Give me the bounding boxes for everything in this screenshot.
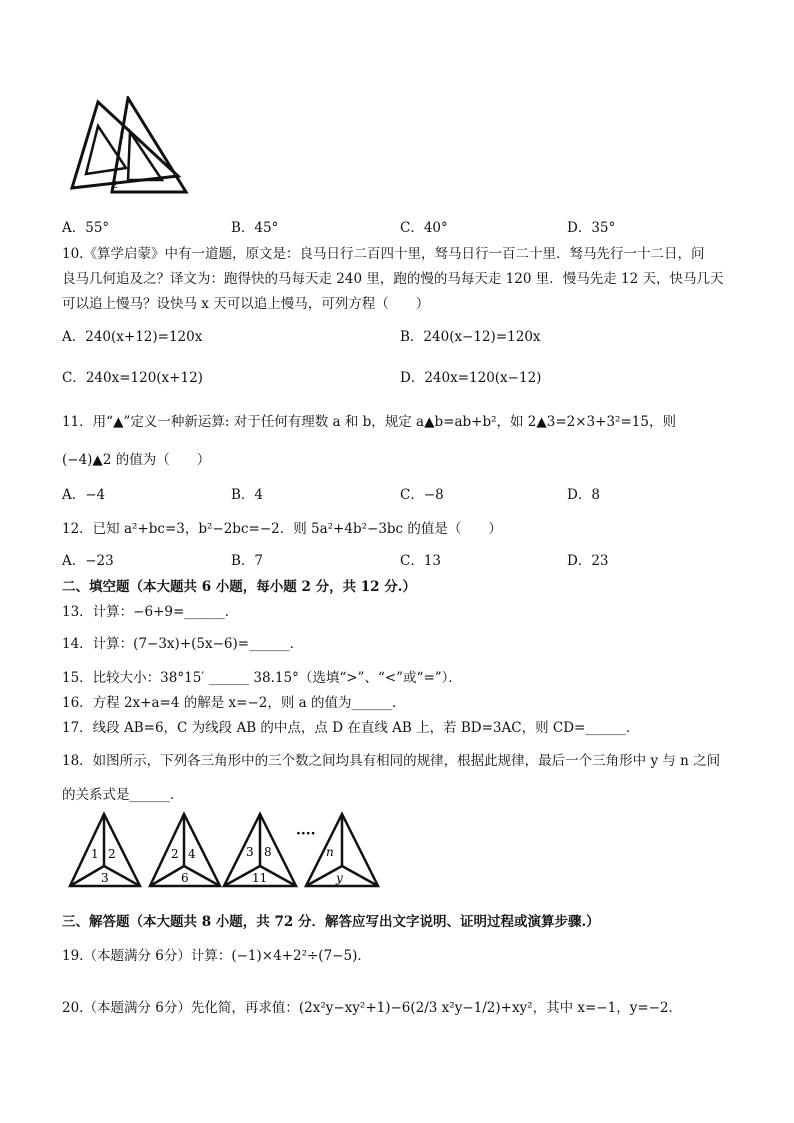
q17: 17．线段 AB=6，C 为线段 AB 的中点，点 D 在直线 AB 上，若 BD=3AC，则 CD=______． [62, 720, 640, 736]
t2-num-3: 6 [181, 871, 189, 885]
q10-line-3: 可以追上慢马？设快马 x 天可以追上慢马，可列方程（ ） [62, 296, 430, 312]
q9-option-b[interactable]: B．45° [231, 220, 279, 236]
t3-num-3: 11 [252, 871, 268, 885]
angle-1-label: 1 [119, 129, 125, 141]
triangle-pattern-figure [64, 810, 382, 892]
q12-option-c[interactable]: C．13 [400, 553, 442, 569]
q10-option-b[interactable]: B．240(x−12)=120x [400, 329, 541, 345]
q12-option-d[interactable]: D．23 [567, 553, 609, 569]
t2-num-2: 4 [188, 847, 196, 861]
q9-option-c[interactable]: C．40° [400, 220, 448, 236]
angle-2-label: 2 [112, 179, 118, 191]
q12-line-1: 12．已知 a²+bc=3，b²−2bc=−2．则 5a²+4b²−3bc 的值是（ ） [62, 521, 502, 537]
q19: 19.（本题满分 6分）计算：(−1)×4+2²÷(7−5)． [62, 948, 371, 964]
q14: 14．计算：(7−3x)+(5x−6)=______． [62, 636, 304, 652]
t3-num-1: 3 [246, 845, 254, 859]
q9-option-a[interactable]: A．55° [62, 220, 110, 236]
q10-line-2: 良马几何追及之？译文为：跑得快的马每天走 240 里，跑的慢的马每天走 120 里．慢马先走 12 天，快马几天 [62, 271, 724, 287]
q11-option-d[interactable]: D．8 [567, 487, 600, 503]
q18-line-2: 的关系式是______． [62, 787, 184, 803]
q11-option-b[interactable]: B．4 [231, 487, 264, 503]
q11-line-1: 11．用“▲”定义一种新运算: 对于任何有理数 a 和 b，规定 a▲b=ab+b²，如 2▲3=2×3+3²=15，则 [62, 414, 676, 430]
q20: 20.（本题满分 6分）先化简，再求值：(2x²y−xy²+1)−6(2/3 x²y−1/2)+xy²，其中 x=−1，y=−2． [62, 1000, 683, 1016]
t1-num-2: 2 [108, 847, 116, 861]
section-2-heading: 二、填空题（本大题共 6 小题，每小题 2 分，共 12 分.） [62, 579, 416, 595]
q10-option-c[interactable]: C．240x=120(x+12) [62, 370, 203, 386]
q12-option-b[interactable]: B．7 [231, 553, 264, 569]
q11-option-a[interactable]: A．−4 [62, 487, 106, 503]
q11-option-c[interactable]: C．−8 [400, 487, 444, 503]
t4-n: n [326, 845, 334, 859]
q18-line-1: 18．如图所示，下列各三角形中的三个数之间均具有相同的规律，根据此规律，最后一个三角形中 y 与 n 之间 [62, 753, 721, 769]
t4-y: y [336, 871, 343, 885]
q15: 15．比较大小：38°15′ ______ 38.15°（选填“>”、“<”或“=”）． [62, 670, 462, 686]
t1-num-3: 3 [101, 871, 109, 885]
section-3-heading: 三、解答题（本大题共 8 小题，共 72 分．解答应写出文字说明、证明过程或演算步骤.） [62, 914, 600, 930]
t1-num-1: 1 [91, 847, 99, 861]
set-squares-figure [68, 96, 193, 196]
q12-option-a[interactable]: A．−23 [62, 553, 114, 569]
t2-num-1: 2 [171, 847, 179, 861]
q10-option-a[interactable]: A．240(x+12)=120x [62, 329, 203, 345]
q16: 16．方程 2x+a=4 的解是 x=−2，则 a 的值为______． [62, 695, 406, 711]
q13: 13．计算：−6+9=______． [62, 604, 239, 620]
q10-option-d[interactable]: D．240x=120(x−12) [400, 370, 542, 386]
t3-num-2: 8 [264, 845, 272, 859]
q10-line-1: 10.《算学启蒙》中有一道题，原文是：良马日行二百四十里，驽马日行一百二十里．驽马先行一十二日，问 [62, 246, 705, 262]
q11-line-2: (−4)▲2 的值为（ ） [62, 452, 211, 468]
q9-option-d[interactable]: D．35° [567, 220, 616, 236]
ellipsis-dots: ···· [296, 826, 316, 842]
